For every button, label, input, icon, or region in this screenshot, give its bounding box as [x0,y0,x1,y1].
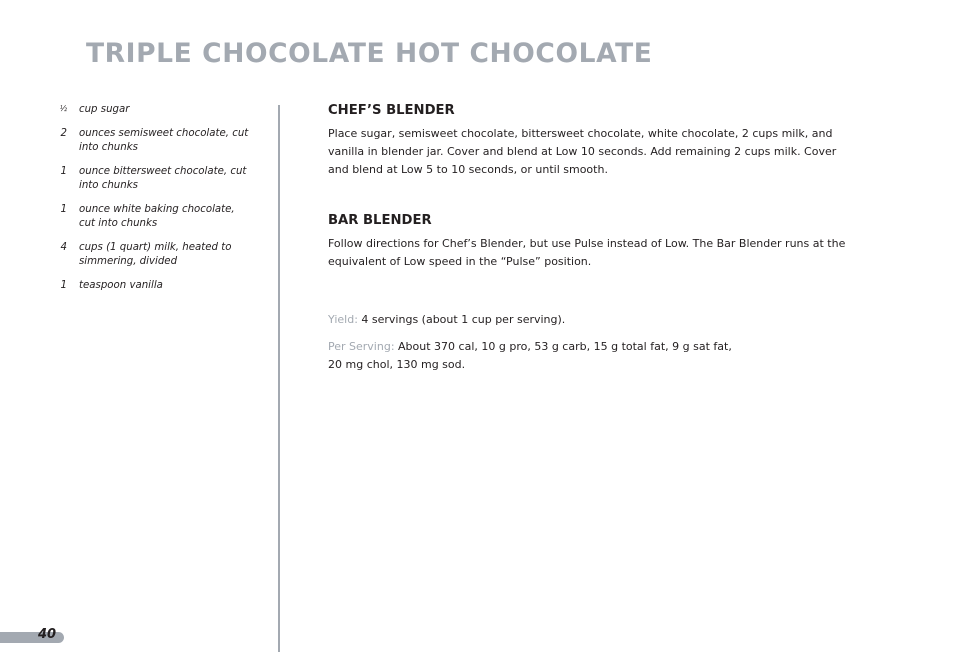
yield-value: 4 servings (about 1 cup per serving). [361,312,566,326]
ingredient-text: teaspoon vanilla [79,279,163,291]
nutrition-line-2: 20 mg chol, 130 mg sod. [328,357,466,371]
bar-blender-heading: BAR BLENDER [328,213,432,229]
chefs-blender-section [328,102,848,178]
yield-label: Yield: [328,312,358,326]
ingredient-quantity: 4 [60,241,67,253]
ingredient-quantity: 1 [60,203,67,215]
chefs-blender-heading: CHEF’S BLENDER [328,103,455,118]
ingredient-quantity: 1 [60,279,67,291]
ingredient-text: ounce bittersweet chocolate, cut into chunks [79,165,247,191]
ingredient-list [52,103,252,302]
nutrition-info [328,338,848,374]
chefs-blender-directions: Place sugar, semisweet chocolate, bittersweet chocolate, white chocolate, 2 cups milk, and vanilla in blender jar. Cover and blend at Low 10 seconds. Add remaining 2 cups milk. Cover and blend at Low 5 to 10 seconds, or until smooth. [328,127,837,176]
ingredient-text: cup sugar [79,104,130,115]
column-divider [278,105,280,652]
ingredient-item [52,203,252,232]
yield-info [328,311,848,329]
bar-blender-directions: Follow directions for Chef’s Blender, but use Pulse instead of Low. The Bar Blender runs at the equivalent of Low speed in the “Pulse” position. [328,237,846,269]
ingredient-quantity: ½ [59,104,67,113]
ingredient-text: ounce white baking chocolate, cut into chunks [79,203,235,229]
bar-blender-section [328,212,848,271]
page-number: 40 [38,627,57,642]
ingredient-quantity: 2 [60,127,67,139]
ingredient-text: ounces semisweet chocolate, cut into chunks [79,127,249,153]
directions-column [328,102,848,373]
ingredient-item [52,127,252,156]
ingredient-item [52,165,252,194]
page-title: TRIPLE CHOCOLATE HOT CHOCOLATE [86,38,653,69]
per-serving-label: Per Serving: [328,339,395,353]
ingredient-quantity: 1 [60,165,67,177]
ingredient-item [52,279,252,294]
ingredient-item [52,103,252,118]
ingredient-item [52,241,252,270]
nutrition-line-1: About 370 cal, 10 g pro, 53 g carb, 15 g total fat, 9 g sat fat, [398,339,732,353]
ingredient-text: cups (1 quart) milk, heated to simmering, divided [79,241,232,267]
